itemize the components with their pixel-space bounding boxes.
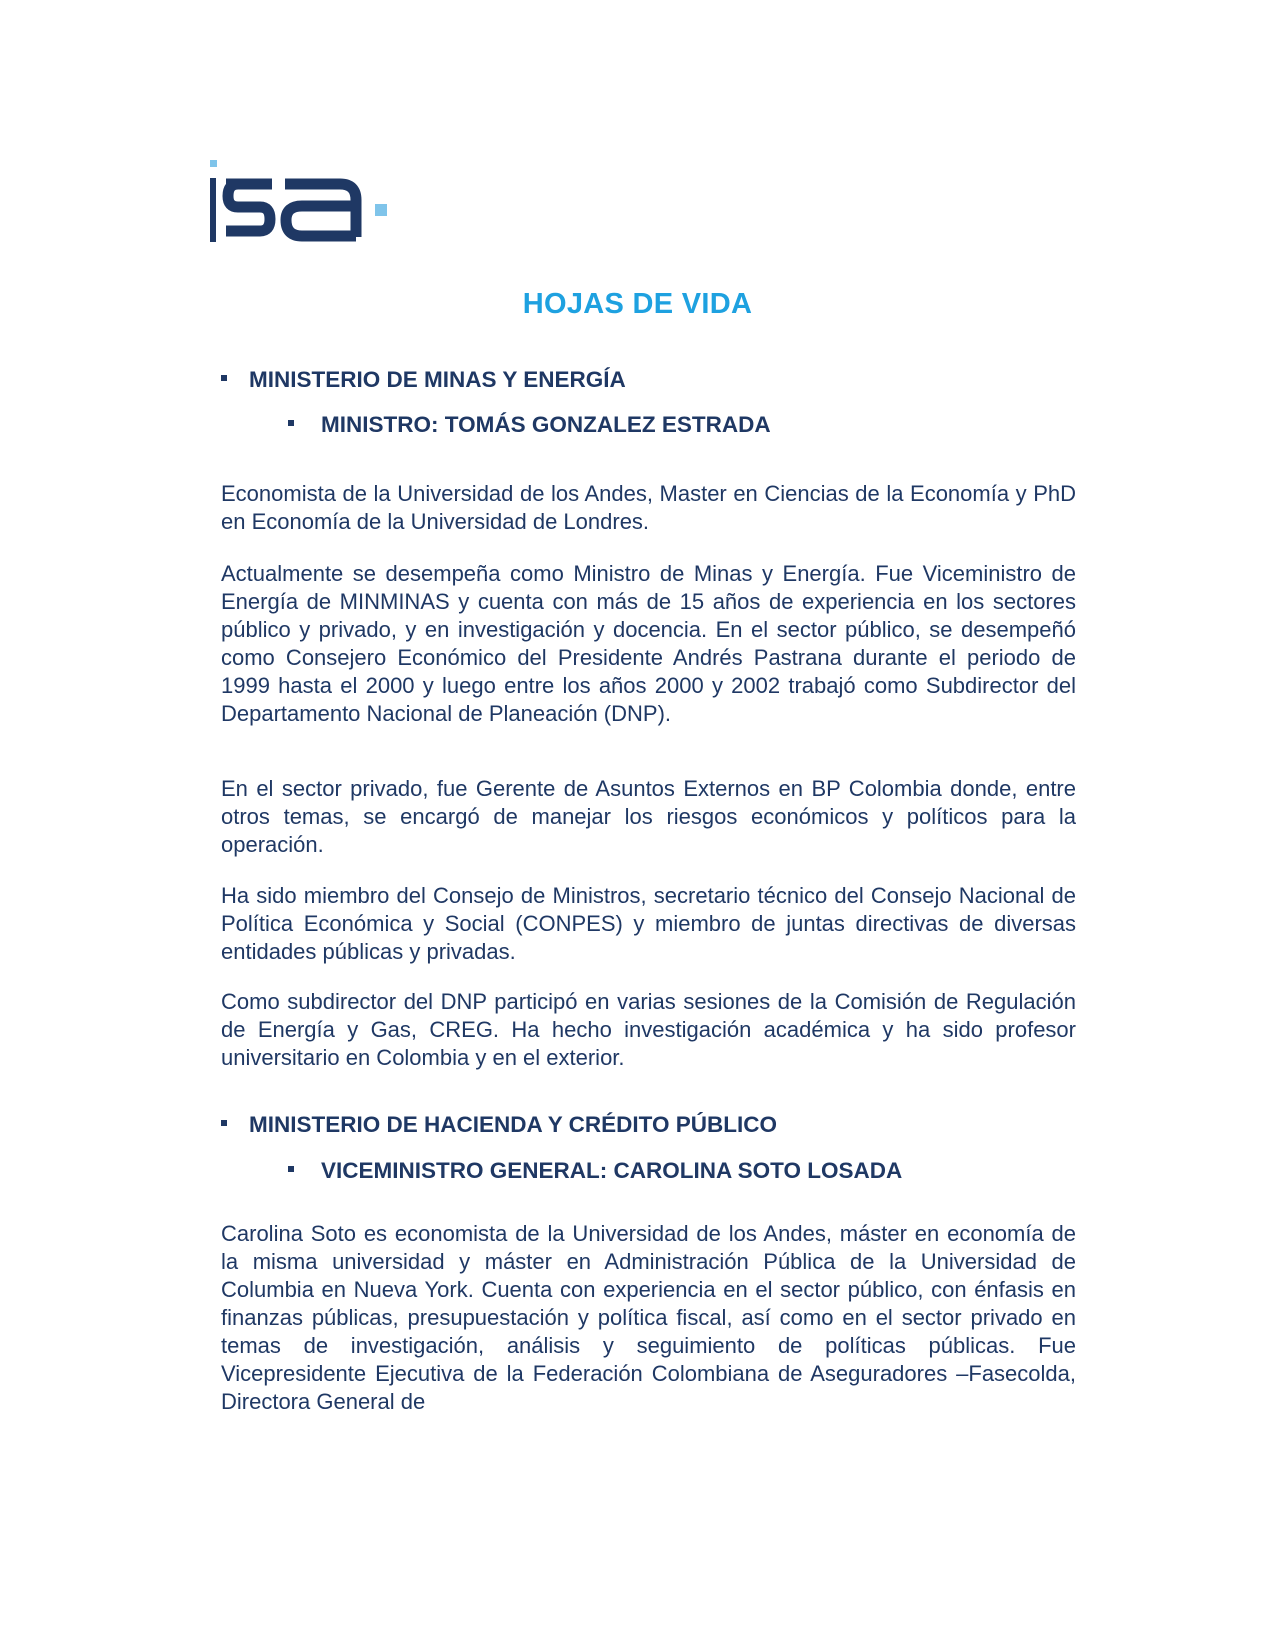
square-bullet-icon xyxy=(288,420,294,426)
paragraph: En el sector privado, fue Gerente de Asuntos Externos en BP Colombia donde, entre otros temas, se encargó de manejar los riesgos económicos y políticos para la operación. xyxy=(221,776,1076,857)
square-bullet-icon xyxy=(221,1120,227,1126)
square-bullet-icon xyxy=(288,1166,294,1172)
paragraph: Carolina Soto es economista de la Universidad de los Andes, máster en economía de la misma universidad y máster en Administración Pública de la Universidad de Columbia en Nueva York. Cuenta con experiencia en el sector público, con énfasis en finanzas públicas, presupuestación y política fiscal, así como en el sector privado en temas de investigación, análisis y seguimiento de políticas públicas. Fue Vicepresidente Ejecutiva de la Federación Colombiana de Aseguradores –Fasecolda, Directora General de xyxy=(221,1221,1076,1414)
square-bullet-icon xyxy=(221,375,227,381)
paragraph: Ha sido miembro del Consejo de Ministros, secretario técnico del Consejo Nacional de Política Económica y Social (CONPES) y miembro de juntas directivas de diversas entidades públicas y privadas. xyxy=(221,883,1076,964)
section-heading-minas xyxy=(221,367,626,393)
section-heading-hacienda xyxy=(221,1112,777,1138)
isa-logo-graphic xyxy=(210,160,410,255)
section-heading-text: MINISTERIO DE MINAS Y ENERGÍA xyxy=(249,367,626,392)
page-title: HOJAS DE VIDA xyxy=(522,288,753,320)
subheading-text: VICEMINISTRO GENERAL: CAROLINA SOTO LOSADA xyxy=(321,1158,903,1183)
section-heading-text: MINISTERIO DE HACIENDA Y CRÉDITO PÚBLICO xyxy=(249,1112,777,1137)
subheading-ministro xyxy=(288,412,771,438)
paragraph: Economista de la Universidad de los Andes, Master en Ciencias de la Economía y PhD en Economía de la Universidad de Londres. xyxy=(221,481,1076,534)
subheading-viceministro xyxy=(288,1158,902,1184)
isa-logo xyxy=(210,160,410,255)
paragraph: Actualmente se desempeña como Ministro de Minas y Energía. Fue Viceministro de Energía de MINMINAS y cuenta con más de 15 años de experiencia en los sectores público y privado, y en investigación y docencia. En el sector público, se desempeñó como Consejero Económico del Presidente Andrés Pastrana durante el periodo de 1999 hasta el 2000 y luego entre los años 2000 y 2002 trabajó como Subdirector del Departamento Nacional de Planeación (DNP). xyxy=(221,561,1076,726)
subheading-text: MINISTRO: TOMÁS GONZALEZ ESTRADA xyxy=(321,412,771,437)
paragraph: Como subdirector del DNP participó en varias sesiones de la Comisión de Regulación de Energía y Gas, CREG. Ha hecho investigación académica y ha sido profesor universitario en Colombia y en el exterior. xyxy=(221,989,1076,1070)
